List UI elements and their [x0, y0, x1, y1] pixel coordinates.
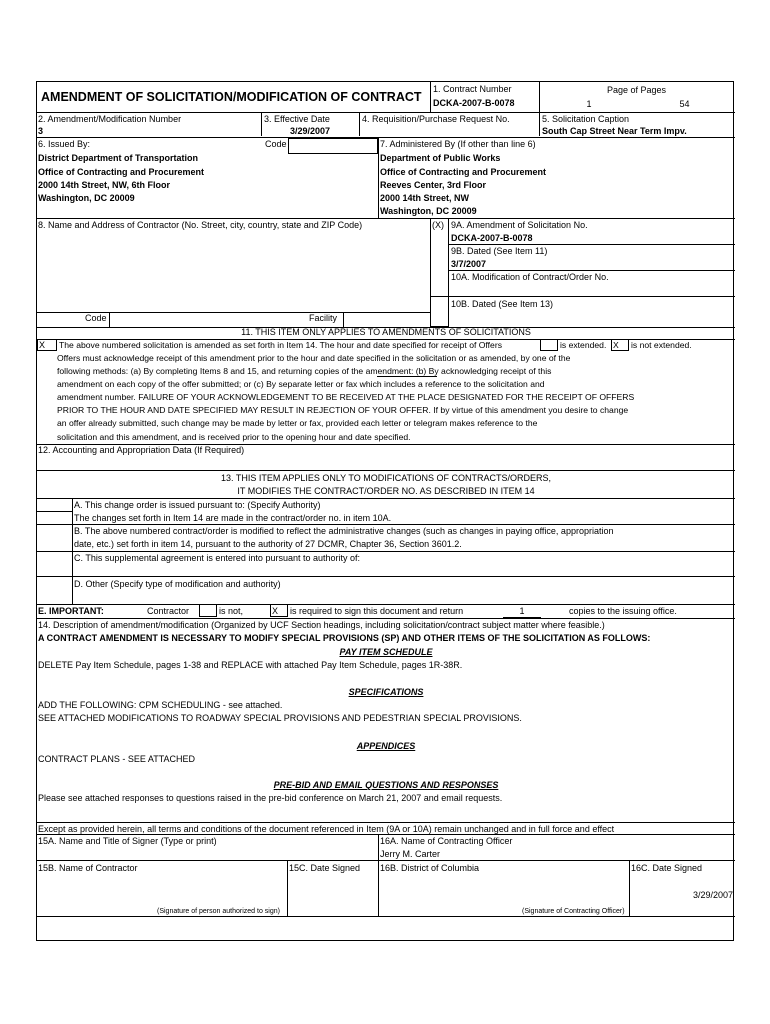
issued-by-line-4: Washington, DC 20009 — [38, 193, 135, 203]
issued-by-label: 6. Issued By: — [38, 139, 91, 149]
appendices-text: CONTRACT PLANS - SEE ATTACHED — [38, 754, 196, 764]
item11-line-6: PRIOR TO THE HOUR AND DATE SPECIFIED MAY RESULT IN REJECTION OF YOUR OFFER. If by virtue of this amendment you desire to change — [57, 405, 629, 415]
not-extended-mark: X — [613, 340, 619, 350]
total-pages: 54 — [679, 99, 690, 109]
important-contractor: Contractor — [147, 606, 190, 616]
label-15a: 15A. Name and Title of Signer (Type or print) — [38, 836, 217, 846]
issued-code-label: Code — [265, 139, 287, 149]
except-text: Except as provided herein, all terms and conditions of the document referenced in Item (9A or 10A) remain unchanged and in full force and effect — [38, 824, 615, 834]
is-not-checkbox[interactable] — [199, 604, 217, 617]
item11-line-5: amendment number. FAILURE OF YOUR ACKNOWLEDGEMENT TO BE RECEIVED AT THE PLACE DESIGNATED FOR THE RECEIPT OF OFFERS — [57, 392, 635, 402]
officer-signature-caption: (Signature of Contracting Officer) — [522, 908, 625, 915]
contract-number-label: 1. Contract Number — [433, 84, 512, 94]
item11-line-3: following methods: (a) By completing Items 8 and 15, and returning copies of the amendment: (b) By acknowledging receipt of this — [57, 366, 552, 376]
item13-a-line-2: The changes set forth in Item 14 are made in the contract/order no. in item 10A. — [74, 513, 392, 523]
label-10a: 10A. Modification of Contract/Order No. — [451, 272, 609, 282]
item14-bold-line: A CONTRACT AMENDMENT IS NECESSARY TO MODIFY SPECIAL PROVISIONS (SP) AND OTHER ITEMS OF THE SOLICITATION AS FOLLOWS: — [38, 633, 651, 643]
requisition-label: 4. Requisition/Purchase Request No. — [362, 114, 510, 124]
pay-item-text: DELETE Pay Item Schedule, pages 1-38 and REPLACE with attached Pay Item Schedule, pages 1R-38R. — [38, 660, 463, 670]
value-9a: DCKA-2007-B-0078 — [451, 233, 533, 243]
specifications-text-1: ADD THE FOLLOWING: CPM SCHEDULING - see attached. — [38, 700, 283, 710]
pay-item-heading: PAY ITEM SCHEDULE — [339, 647, 433, 657]
item14-label: 14. Description of amendment/modification (Organized by UCF Section headings, including solicitation/contract subject matter where feasible.) — [38, 620, 605, 630]
item13-a-line-1: A. This change order is issued pursuant to: (Specify Authority) — [74, 500, 321, 510]
label-9b: 9B. Dated (See Item 11) — [451, 246, 548, 256]
prebid-heading: PRE-BID AND EMAIL QUESTIONS AND RESPONSES — [273, 780, 499, 790]
page-of-pages-label: Page of Pages — [606, 85, 667, 95]
page-number: 1 — [586, 99, 592, 109]
amendment-number-label: 2. Amendment/Modification Number — [38, 114, 182, 124]
item11-heading: 11. THIS ITEM ONLY APPLIES TO AMENDMENTS OF SOLICITATIONS — [241, 327, 531, 337]
amendment-number-value: 3 — [38, 126, 44, 136]
item11-line-1: The above numbered solicitation is amended as set forth in Item 14. The hour and date specified for receipt of Offers — [59, 340, 502, 350]
contractor-name-label: 8. Name and Address of Contractor (No. Street, city, country, state and ZIP Code) — [38, 220, 363, 230]
solicitation-caption-value: South Cap Street Near Term Impv. — [542, 126, 687, 136]
specifications-text-2: SEE ATTACHED MODIFICATIONS TO ROADWAY SPECIAL PROVISIONS AND PEDESTRIAN SPECIAL PROVISIONS. — [38, 713, 522, 723]
accounting-data-label: 12. Accounting and Appropriation Data (If Required) — [38, 445, 245, 455]
label-16a: 16A. Name of Contracting Officer — [380, 836, 513, 846]
contract-number-value: DCKA-2007-B-0078 — [433, 98, 515, 108]
contractor-signature-caption: (Signature of person authorized to sign) — [157, 908, 280, 915]
label-9a: 9A. Amendment of Solicitation No. — [451, 220, 588, 230]
administered-line-1: Department of Public Works — [380, 153, 501, 163]
amendment-check-mark: (X) — [432, 220, 444, 230]
contractor-code-label: Code — [85, 313, 107, 323]
is-extended-text: is extended. — [560, 340, 607, 350]
label-15c: 15C. Date Signed — [289, 863, 361, 873]
amendment-form — [36, 81, 734, 941]
effective-date-label: 3. Effective Date — [264, 114, 330, 124]
value-16a: Jerry M. Carter — [380, 849, 441, 859]
administered-line-4: 2000 14th Street, NW — [380, 193, 470, 203]
item11-line-2: Offers must acknowledge receipt of this amendment prior to the hour and date specified in the solicitation or as amended, by one of the — [57, 353, 571, 363]
not-extended-text: is not extended. — [631, 340, 692, 350]
item13-b-line-1: B. The above numbered contract/order is modified to reflect the administrative changes (such as changes in paying office, appropriation — [74, 526, 614, 536]
item11-line-7: an offer already submitted, such change may be made by letter or fax, provided each letter or telegram makes reference to the — [57, 418, 538, 428]
item11-line-4: amendment on each copy of the offer submitted; or (c) By separate letter or fax which includes a reference to the solicitation and — [57, 379, 545, 389]
administered-line-2: Office of Contracting and Procurement — [380, 167, 547, 177]
effective-date-value: 3/29/2007 — [289, 126, 331, 136]
amendment-check-column[interactable] — [430, 218, 449, 327]
item11-check-mark: X — [39, 340, 46, 350]
item13-b-line-2: date, etc.) set forth in item 14, pursuant to the authority of 27 DCMR, Chapter 36, Section 3601.2. — [74, 539, 462, 549]
issued-by-line-1: District Department of Transportation — [38, 153, 199, 163]
item13-heading-1: 13. THIS ITEM APPLIES ONLY TO MODIFICATIONS OF CONTRACTS/ORDERS, — [220, 473, 552, 483]
important-required-text: is required to sign this document and return — [290, 606, 464, 616]
item13-c-line: C. This supplemental agreement is entered into pursuant to authority of: — [74, 553, 360, 563]
label-16b: 16B. District of Columbia — [380, 863, 480, 873]
specifications-heading: SPECIFICATIONS — [348, 687, 424, 697]
label-16c: 16C. Date Signed — [631, 863, 703, 873]
copies-text: copies to the issuing office. — [569, 606, 677, 616]
issued-code-box[interactable] — [288, 138, 378, 154]
important-is-not: is not, — [219, 606, 244, 616]
important-label: E. IMPORTANT: — [38, 606, 104, 616]
item13-heading-2: IT MODIFIES THE CONTRACT/ORDER NO. AS DESCRIBED IN ITEM 14 — [237, 486, 535, 496]
issued-by-line-3: 2000 14th Street, NW, 6th Floor — [38, 180, 171, 190]
item11-line-8: solicitation and this amendment, and is received prior to the opening hour and date specified. — [57, 432, 411, 442]
extended-checkbox[interactable] — [540, 339, 558, 351]
administered-line-5: Washington, DC 20009 — [380, 206, 477, 216]
label-15b: 15B. Name of Contractor — [38, 863, 138, 873]
administered-line-3: Reeves Center, 3rd Floor — [380, 180, 487, 190]
label-10b: 10B. Dated (See Item 13) — [451, 299, 554, 309]
copies-value: 1 — [519, 606, 525, 616]
form-title: AMENDMENT OF SOLICITATION/MODIFICATION OF CONTRACT — [41, 90, 422, 104]
prebid-text: Please see attached responses to questions raised in the pre-bid conference on March 21, 2007 and email requests. — [38, 793, 503, 803]
issued-by-line-2: Office of Contracting and Procurement — [38, 167, 205, 177]
solicitation-caption-label: 5. Solicitation Caption — [542, 114, 630, 124]
administered-by-label: 7. Administered By (If other than line 6) — [380, 139, 536, 149]
value-9b: 3/7/2007 — [451, 259, 487, 269]
contractor-facility-label: Facility — [309, 313, 338, 323]
value-16c: 3/29/2007 — [692, 890, 733, 900]
item13-d-line: D. Other (Specify type of modification and authority) — [74, 579, 281, 589]
appendices-heading: APPENDICES — [356, 741, 416, 751]
is-required-mark: X — [272, 606, 279, 616]
